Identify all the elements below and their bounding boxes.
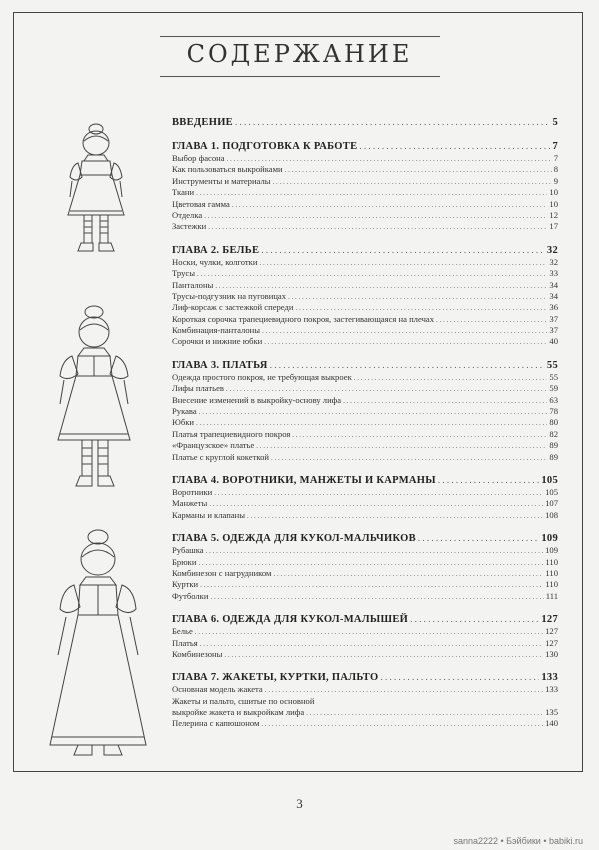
toc-item[interactable]: Трусы-подгузник на пуговицах . . . 34 <box>172 291 558 302</box>
toc-item[interactable]: Как пользоваться выкройками . . . 8 <box>172 164 558 175</box>
toc-item[interactable]: Короткая сорочка трапециевидного покроя, застегивающаяся на плечах . . . 37 <box>172 314 558 325</box>
toc-item[interactable]: Отделка . . . 12 <box>172 210 558 221</box>
table-of-contents <box>172 115 558 730</box>
toc-heading-chapter-4[interactable]: ГЛАВА 4. ВОРОТНИКИ, МАНЖЕТЫ И КАРМАНЫ . . . 105 <box>172 473 558 487</box>
toc-heading-intro[interactable]: ВВЕДЕНИЕ . . . 5 <box>172 115 558 129</box>
page-number: 3 <box>296 796 303 811</box>
toc-item[interactable]: Застежки . . . 17 <box>172 221 558 232</box>
toc-item[interactable]: Рубашка . . . 109 <box>172 545 558 556</box>
toc-item[interactable]: Жакеты и пальто, сшитые по основной <box>172 695 315 706</box>
toc-item[interactable]: Лифы платьев . . . 59 <box>172 383 558 394</box>
toc-item[interactable]: Панталоны . . . 34 <box>172 280 558 291</box>
toc-heading-chapter-3[interactable]: ГЛАВА 3. ПЛАТЬЯ . . . 55 <box>172 358 558 372</box>
toc-item[interactable]: Одежда простого покроя, не требующая выкроек . . . 55 <box>172 372 558 383</box>
toc-item[interactable]: Лиф-корсаж с застежкой спереди . . . 36 <box>172 302 558 313</box>
toc-item[interactable]: Брюки . . . 110 <box>172 557 558 568</box>
page-title: СОДЕРЖАНИЕ <box>186 40 413 68</box>
toc-item[interactable]: Пелерина с капюшоном . . . 140 <box>172 718 558 729</box>
toc-item[interactable]: Футболки . . . 111 <box>172 591 558 602</box>
toc-item[interactable]: Воротники . . . 105 <box>172 487 558 498</box>
doll-long-dress-illustration <box>30 525 170 765</box>
toc-item[interactable]: Белье . . . 127 <box>172 626 558 637</box>
toc-item[interactable]: Манжеты . . . 107 <box>172 498 558 509</box>
title-rule-top <box>160 36 440 37</box>
toc-item[interactable]: Комбинезоны . . . 130 <box>172 649 558 660</box>
toc-item[interactable]: Карманы и клапаны . . . 108 <box>172 510 558 521</box>
toc-item[interactable]: Платья трапециевидного покроя . . . 82 <box>172 429 558 440</box>
toc-item[interactable]: Выбор фасона . . . 7 <box>172 153 558 164</box>
toc-item[interactable]: Цветовая гамма . . . 10 <box>172 199 558 210</box>
toc-heading-chapter-6[interactable]: ГЛАВА 6. ОДЕЖДА ДЛЯ КУКОЛ-МАЛЫШЕЙ . . . 127 <box>172 612 558 626</box>
toc-item[interactable]: Трусы . . . 33 <box>172 268 558 279</box>
toc-item[interactable]: Комбинезон с нагрудником . . . 110 <box>172 568 558 579</box>
toc-heading-chapter-5[interactable]: ГЛАВА 5. ОДЕЖДА ДЛЯ КУКОЛ-МАЛЬЧИКОВ . . . 109 <box>172 531 558 545</box>
doll-short-dress-illustration <box>48 115 148 275</box>
toc-item[interactable]: выкройке жакета и выкройкам лифа . . . 135 <box>172 707 558 718</box>
toc-item[interactable]: Рукава . . . 78 <box>172 406 558 417</box>
toc-heading-chapter-2[interactable]: ГЛАВА 2. БЕЛЬЕ . . . 32 <box>172 243 558 257</box>
toc-item[interactable]: Куртки . . . 110 <box>172 579 558 590</box>
title-rule-bottom <box>160 76 440 77</box>
toc-item[interactable]: «Французское» платье . . . 89 <box>172 440 558 451</box>
doll-medium-dress-illustration <box>40 300 150 500</box>
toc-item[interactable]: Носки, чулки, колготки . . . 32 <box>172 257 558 268</box>
toc-item[interactable]: Ткани . . . 10 <box>172 187 558 198</box>
toc-item[interactable]: Платья . . . 127 <box>172 638 558 649</box>
toc-item[interactable]: Основная модель жакета . . . 133 <box>172 684 558 695</box>
toc-item[interactable]: Внесение изменений в выкройку-основу лифа . . . 63 <box>172 395 558 406</box>
toc-item[interactable]: Платье с круглой кокеткой . . . 89 <box>172 452 558 463</box>
toc-item[interactable]: Комбинация-панталоны . . . 37 <box>172 325 558 336</box>
toc-item[interactable]: Инструменты и материалы . . . 9 <box>172 176 558 187</box>
toc-item[interactable]: Юбки . . . 80 <box>172 417 558 428</box>
toc-heading-chapter-1[interactable]: ГЛАВА 1. ПОДГОТОВКА К РАБОТЕ . . . 7 <box>172 139 558 153</box>
watermark: sanna2222 • Бэйбики • babiki.ru <box>453 836 583 846</box>
toc-heading-chapter-7[interactable]: ГЛАВА 7. ЖАКЕТЫ, КУРТКИ, ПАЛЬТО . . . 133 <box>172 670 558 684</box>
toc-item[interactable]: Сорочки и нижние юбки . . . 40 <box>172 336 558 347</box>
